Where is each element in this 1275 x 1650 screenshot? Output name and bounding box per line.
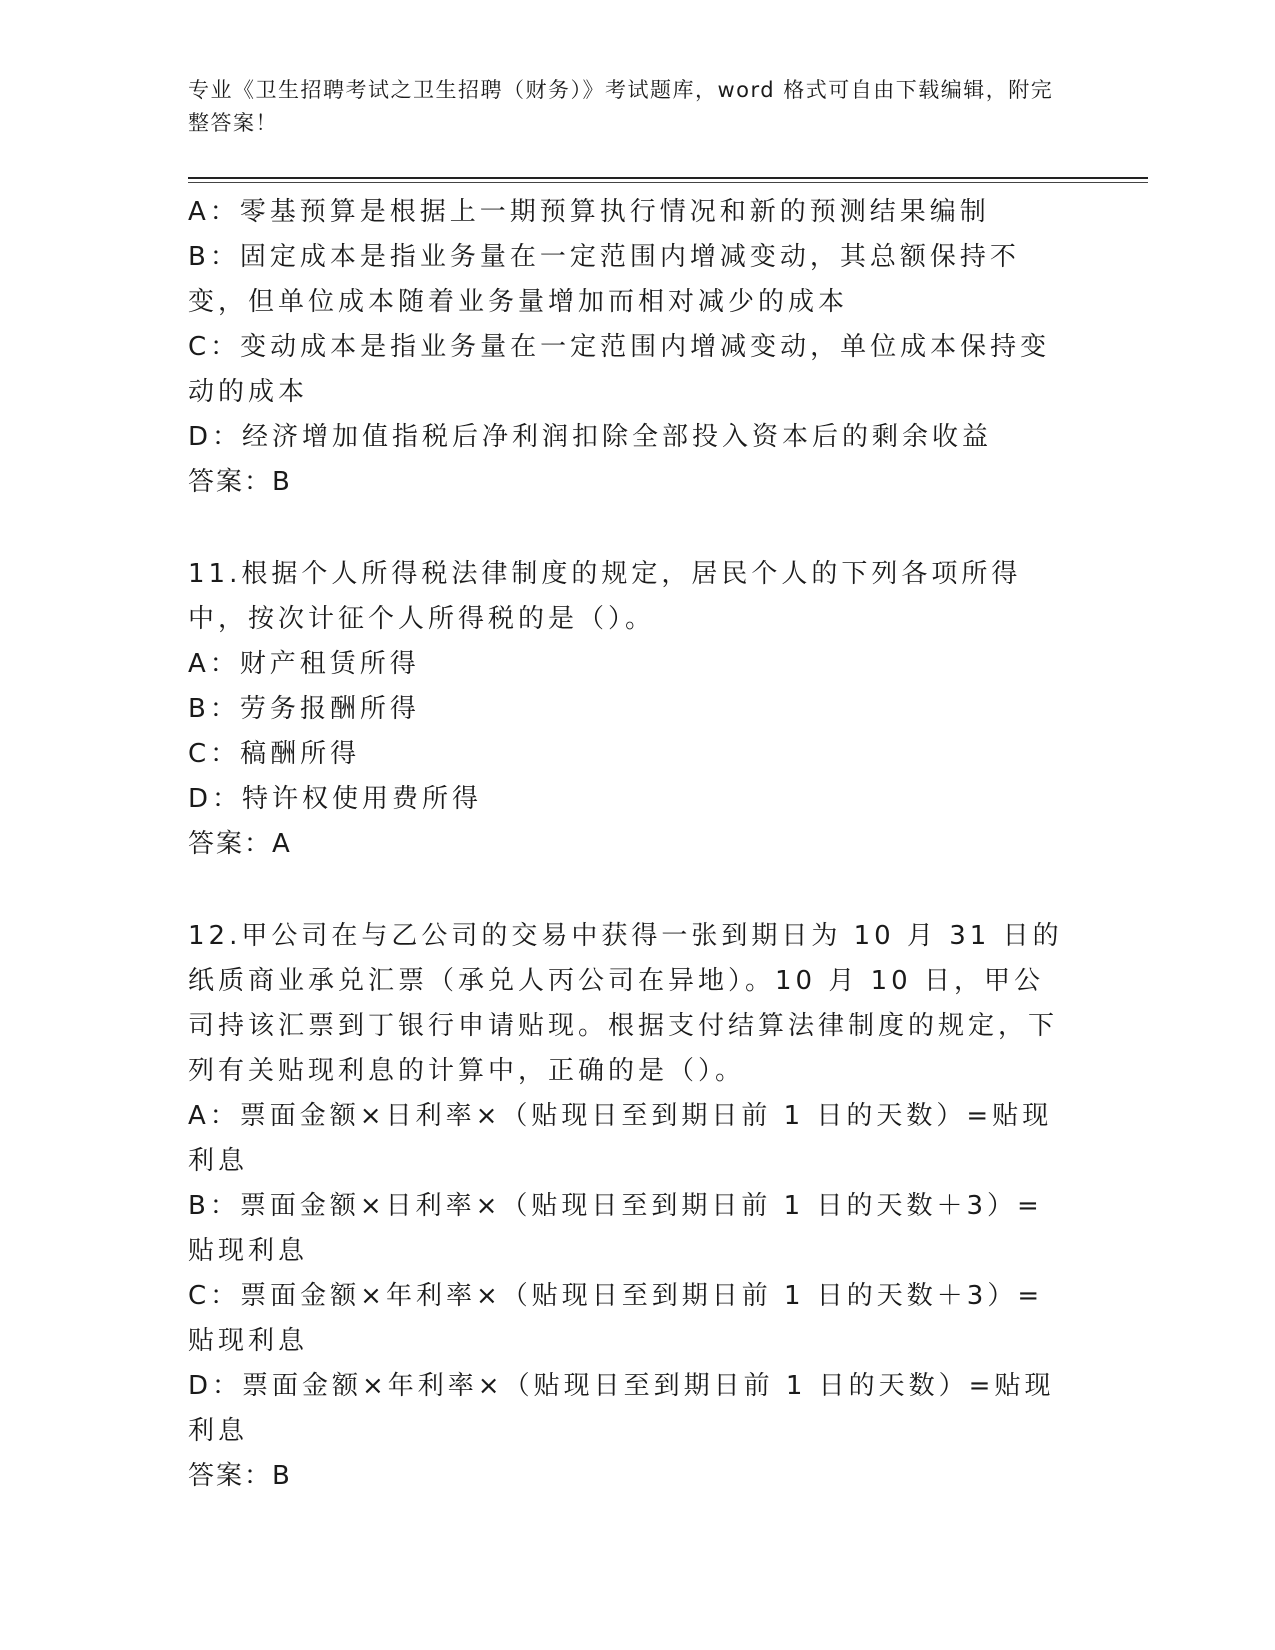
option-c: C：稿酬所得 (188, 739, 361, 769)
option-d: D：票面金额×年利率×（贴现日至到期日前 1 日的天数）=贴现利息 (188, 1371, 1055, 1446)
answer: 答案：B (188, 1461, 292, 1491)
header-title: 专业《卫生招聘考试之卫生招聘（财务）》考试题库，word 格式可自由下载编辑，附完整答案！ (188, 78, 1054, 135)
question-12 (188, 914, 1068, 1499)
header-divider-thin (188, 182, 1148, 183)
option-a: A：财产租赁所得 (188, 649, 420, 679)
question-11 (188, 552, 1068, 867)
option-b: B：票面金额×日利率×（贴现日至到期日前 1 日的天数＋3）=贴现利息 (188, 1191, 1043, 1266)
option-d: D：经济增加值指税后净利润扣除全部投入资本后的剩余收益 (188, 422, 993, 452)
option-a: A：票面金额×日利率×（贴现日至到期日前 1 日的天数）=贴现利息 (188, 1101, 1053, 1176)
header-divider-thick (188, 177, 1148, 179)
question-text: 11.根据个人所得税法律制度的规定，居民个人的下列各项所得中，按次计征个人所得税的是（）。 (188, 559, 1022, 634)
question-10 (188, 190, 1068, 505)
question-text: 12.甲公司在与乙公司的交易中获得一张到期日为 10 月 31 日的纸质商业承兑汇票（承兑人丙公司在异地）。10 月 10 日，甲公司持该汇票到丁银行申请贴现。根据支付结算法律制度的规定，下列有关贴现利息的计算中，正确的是（）。 (188, 921, 1063, 1086)
option-a: A：零基预算是根据上一期预算执行情况和新的预测结果编制 (188, 197, 990, 227)
document-header (188, 74, 1068, 140)
question-list (188, 190, 1068, 1499)
option-d: D：特许权使用费所得 (188, 784, 483, 814)
option-c: C：变动成本是指业务量在一定范围内增减变动，单位成本保持变动的成本 (188, 332, 1051, 407)
answer: 答案：A (188, 829, 292, 859)
option-b: B：固定成本是指业务量在一定范围内增减变动，其总额保持不变，但单位成本随着业务量增加而相对减少的成本 (188, 242, 1020, 317)
option-b: B：劳务报酬所得 (188, 694, 420, 724)
answer: 答案：B (188, 467, 292, 497)
option-c: C：票面金额×年利率×（贴现日至到期日前 1 日的天数＋3）=贴现利息 (188, 1281, 1044, 1356)
